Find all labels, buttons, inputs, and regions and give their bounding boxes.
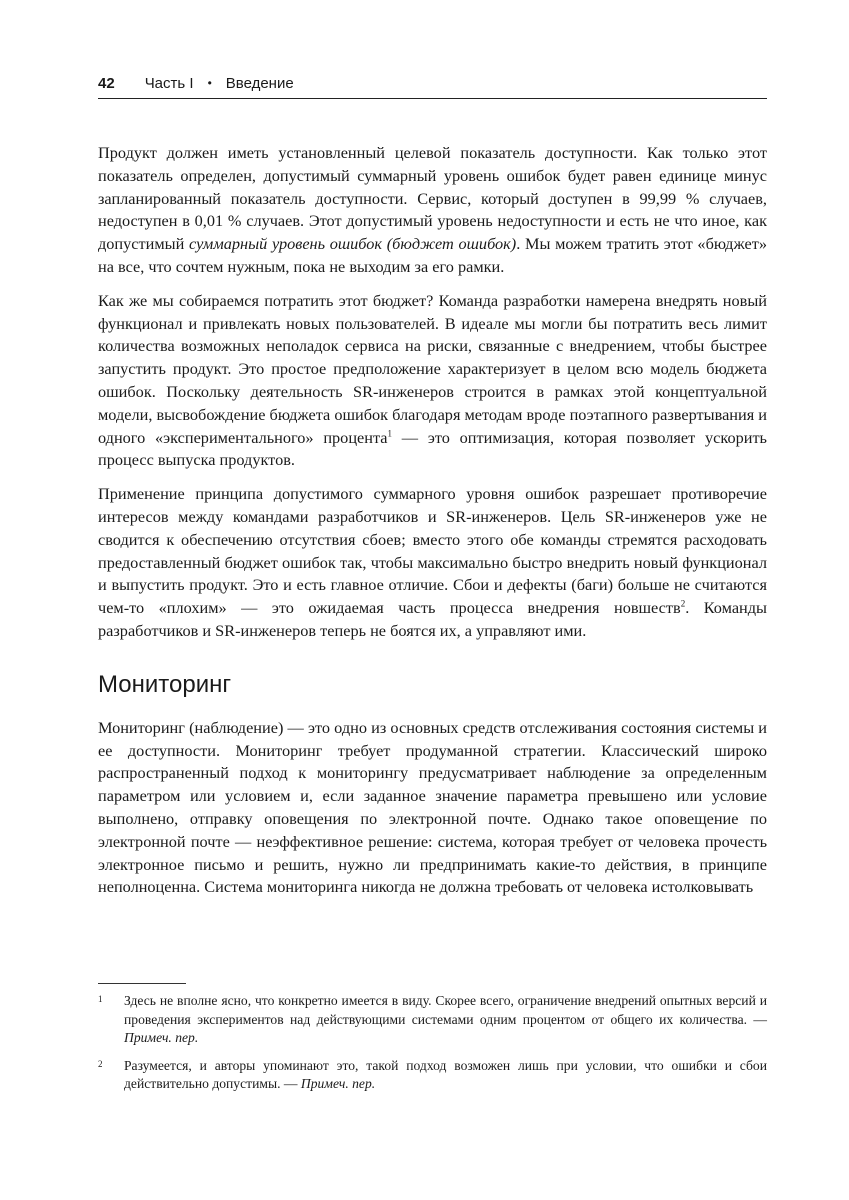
footnotes [98, 992, 767, 1103]
footnote-text [124, 1057, 767, 1094]
footnote-body: Разумеется, и авторы упоминают это, такой подход возможен лишь при условии, что ошибки и сбои действительно допустимы. — [124, 1057, 767, 1092]
paragraph-1-emphasis: суммарный уровень ошибок (бюджет ошибок) [189, 234, 517, 254]
footnote-1 [98, 992, 767, 1048]
paragraph-3-text-b: . Команды разработчиков и SR-инженеров теперь не боятся их, а управляют ими. [98, 598, 767, 640]
footnote-ref-1[interactable]: 1 [387, 428, 393, 439]
footnote-ref-2[interactable]: 2 [680, 598, 686, 609]
paragraph-1-text-a: Продукт должен иметь установленный целевой показатель доступности. Как только этот показатель определен, допустимый суммарный уровень ошибок будет равен единице минус запланированный показатель доступности. Сервис, который доступен в 99,99 % случаев, недоступен в 0,01 % случаев. Этот допустимый уровень недоступности и есть не что иное, как допустимый [98, 143, 767, 254]
paragraph-4: Мониторинг (наблюдение) — это одно из основных средств отслеживания состояния системы и ее доступности. Мониторинг требует продуманной стратегии. Классический широко распространенный подход к мониторингу предусматривает наблюдение за определенным параметром или условием и, если заданное значение параметра превышено или условие выполнено, отправку оповещения по электронной почте. Однако такое оповещение по электронной почте — неэффективное решение: система, которая требует от человека прочесть электронное письмо и решить, нужно ли предпринимать какие-то действия, в принципе неполноценна. Система мониторинга никогда не должна требовать от человека истолковывать [98, 717, 767, 897]
footnote-mark: 2 [98, 1058, 103, 1069]
section-label: Введение [225, 74, 294, 92]
paragraph-1 [98, 142, 767, 279]
running-header [98, 70, 767, 96]
footnote-translator-note: Примеч. пер. [300, 1076, 376, 1092]
paragraph-3 [98, 483, 767, 643]
main-text [98, 142, 767, 910]
footnote-body: Здесь не вполне ясно, что конкретно имеется в виду. Скорее всего, ограничение внедрений опытных версий и проведения экспериментов над действующими системами одним процентом от общего их количества. — [124, 993, 767, 1027]
footnote-mark: 1 [98, 994, 103, 1004]
paragraph-1-text-b: . Мы можем тратить этот «бюджет» на все, что сочтем нужным, пока не выходим за его рамки. [98, 234, 767, 276]
section-heading: Мониторинг [98, 670, 232, 698]
paragraph-2-text-a: Как же мы собираемся потратить этот бюджет? Команда разработки намерена внедрять новый функционал и привлекать новых пользователей. В идеале мы могли бы потратить весь лимит количества возможных неполадок сервиса на риски, связанные с внедрением, чтобы быстрее запустить продукт. Это простое предположение характеризует в целом всю модель бюджета ошибок. Поскольку деятельность SR-инженеров строится в рамках этой концептуальной модели, высвобождение бюджета ошибок благодаря методам вроде поэтапного развертывания и одного «экспериментального» процента [98, 290, 767, 447]
paragraph-2-text-b: — это оптимизация, которая позволяет ускорить процесс выпуска продуктов. [98, 427, 767, 470]
footnote-text [124, 992, 767, 1048]
footnote-translator-note: Примеч. пер. [124, 1030, 199, 1046]
paragraph-3-text-a: Применение принципа допустимого суммарного уровня ошибок разрешает противоречие интересов между командами разработчиков и SR-инженеров. Цель SR-инженеров уже не сводится к обеспечению отсутствия сбоев; вместо этого обе команды стремятся расходовать предоставленный бюджет ошибок так, чтобы максимально быстро внедрить новый функционал и выпустить продукт. Это и есть главное отличие. Сбои и дефекты (баги) больше не считаются чем-то «плохим» — это ожидаемая часть процесса внедрения новшеств [98, 484, 767, 618]
footnote-divider [98, 983, 186, 984]
part-label: Часть I [144, 74, 194, 92]
paragraph-2 [98, 290, 767, 472]
header-divider [98, 98, 767, 99]
page-number: 42 [98, 74, 115, 92]
header-bullet: • [207, 76, 212, 90]
footnote-2 [98, 1057, 767, 1094]
